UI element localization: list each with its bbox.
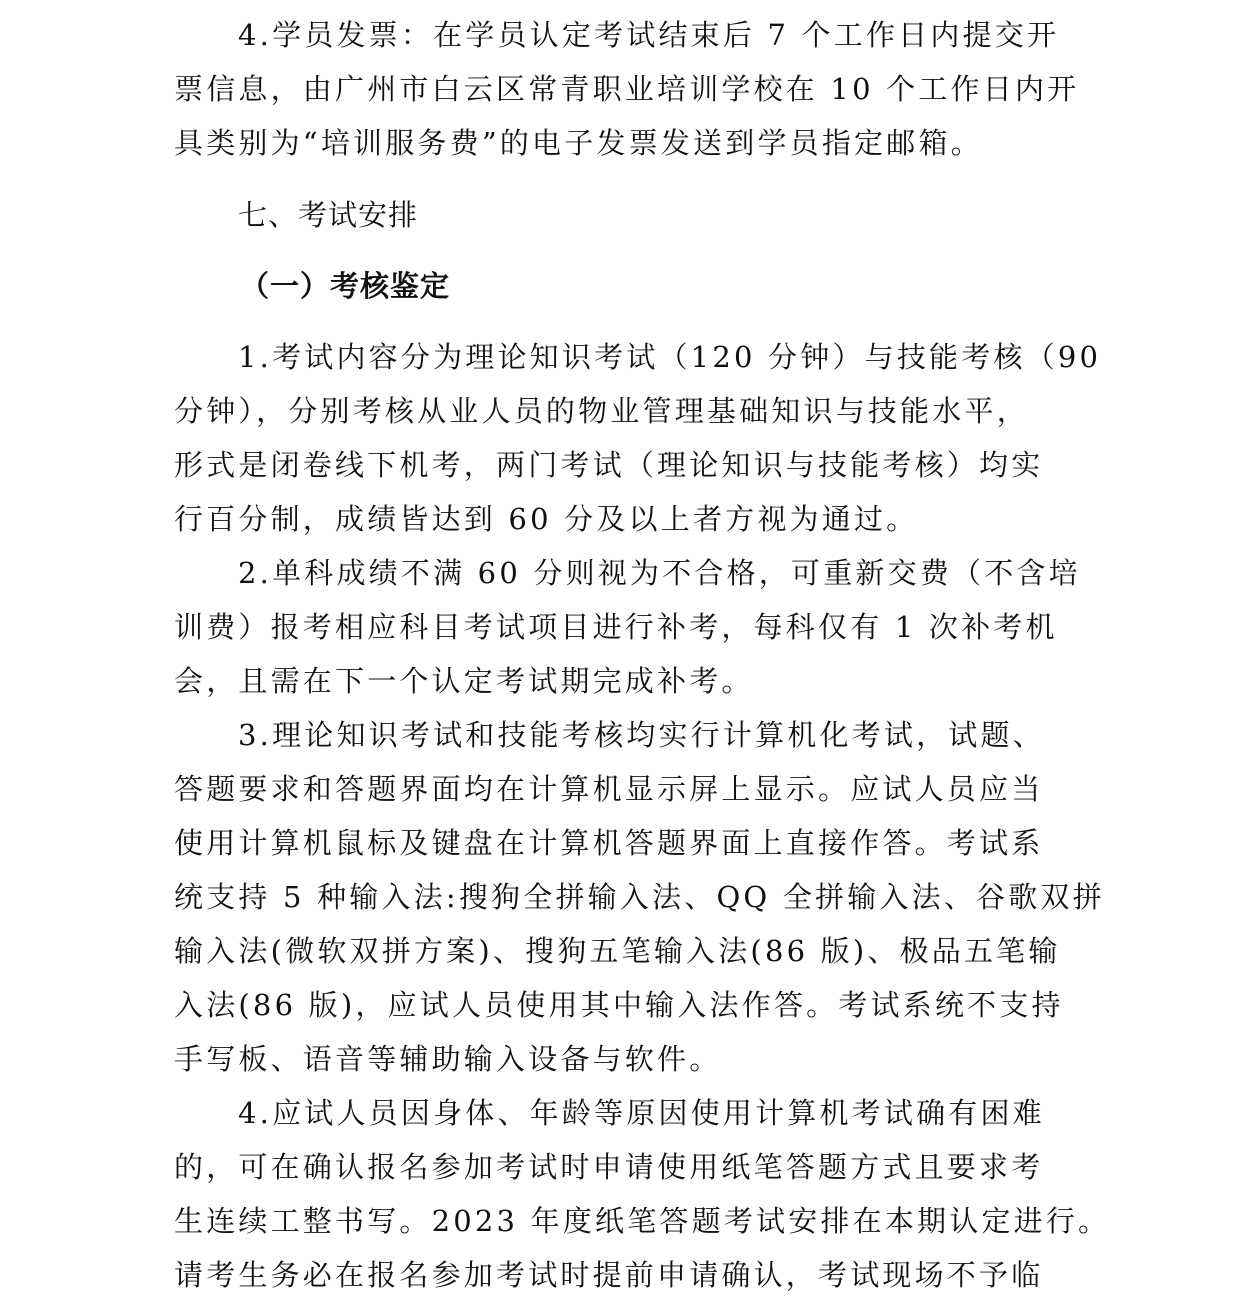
item-2-line-2: 训费）报考相应科目考试项目进行补考，每科仅有 1 次补考机 xyxy=(174,610,1058,644)
item-4-line-1: 4.应试人员因身体、年龄等原因使用计算机考试确有困难 xyxy=(238,1096,1045,1130)
paragraph-invoice-line-1: 4.学员发票：在学员认定考试结束后 7 个工作日内提交开 xyxy=(238,18,1060,52)
paragraph-invoice-line-3: 具类别为“培训服务费”的电子发票发送到学员指定邮箱。 xyxy=(174,126,983,160)
item-3-line-2: 答题要求和答题界面均在计算机显示屏上显示。应试人员应当 xyxy=(174,772,1044,806)
item-3-line-3: 使用计算机鼠标及键盘在计算机答题界面上直接作答。考试系 xyxy=(174,826,1044,860)
item-4-line-4: 请考生务必在报名参加考试时提前申请确认，考试现场不予临 xyxy=(174,1258,1044,1292)
item-1-line-3: 形式是闭卷线下机考，两门考试（理论知识与技能考核）均实 xyxy=(174,448,1044,482)
item-3-line-6: 入法(86 版)，应试人员使用其中输入法作答。考试系统不支持 xyxy=(174,988,1064,1022)
subsection-heading: （一）考核鉴定 xyxy=(240,269,451,303)
item-1-line-4: 行百分制，成绩皆达到 60 分及以上者方视为通过。 xyxy=(174,502,919,536)
item-1-line-2: 分钟），分别考核从业人员的物业管理基础知识与技能水平， xyxy=(174,394,1029,428)
item-2-line-3: 会，且需在下一个认定考试期完成补考。 xyxy=(174,664,754,698)
item-2-line-1: 2.单科成绩不满 60 分则视为不合格，可重新交费（不含培 xyxy=(238,556,1081,590)
item-3-line-5: 输入法(微软双拼方案)、搜狗五笔输入法(86 版)、极品五笔输 xyxy=(174,934,1061,968)
paragraph-invoice-line-2: 票信息，由广州市白云区常青职业培训学校在 10 个工作日内开 xyxy=(174,72,1080,106)
item-3-line-1: 3.理论知识考试和技能考核均实行计算机化考试，试题、 xyxy=(238,718,1045,752)
section-heading: 七、考试安排 xyxy=(238,198,419,232)
item-4-line-3: 生连续工整书写。2023 年度纸笔答题考试安排在本期认定进行。 xyxy=(174,1204,1111,1238)
item-4-line-2: 的，可在确认报名参加考试时申请使用纸笔答题方式且要求考 xyxy=(174,1150,1044,1184)
item-1-line-1: 1.考试内容分为理论知识考试（120 分钟）与技能考核（90 xyxy=(238,340,1102,374)
item-3-line-4: 统支持 5 种输入法:搜狗全拼输入法、QQ 全拼输入法、谷歌双拼 xyxy=(174,880,1105,914)
item-3-line-7: 手写板、语音等辅助输入设备与软件。 xyxy=(174,1042,722,1076)
